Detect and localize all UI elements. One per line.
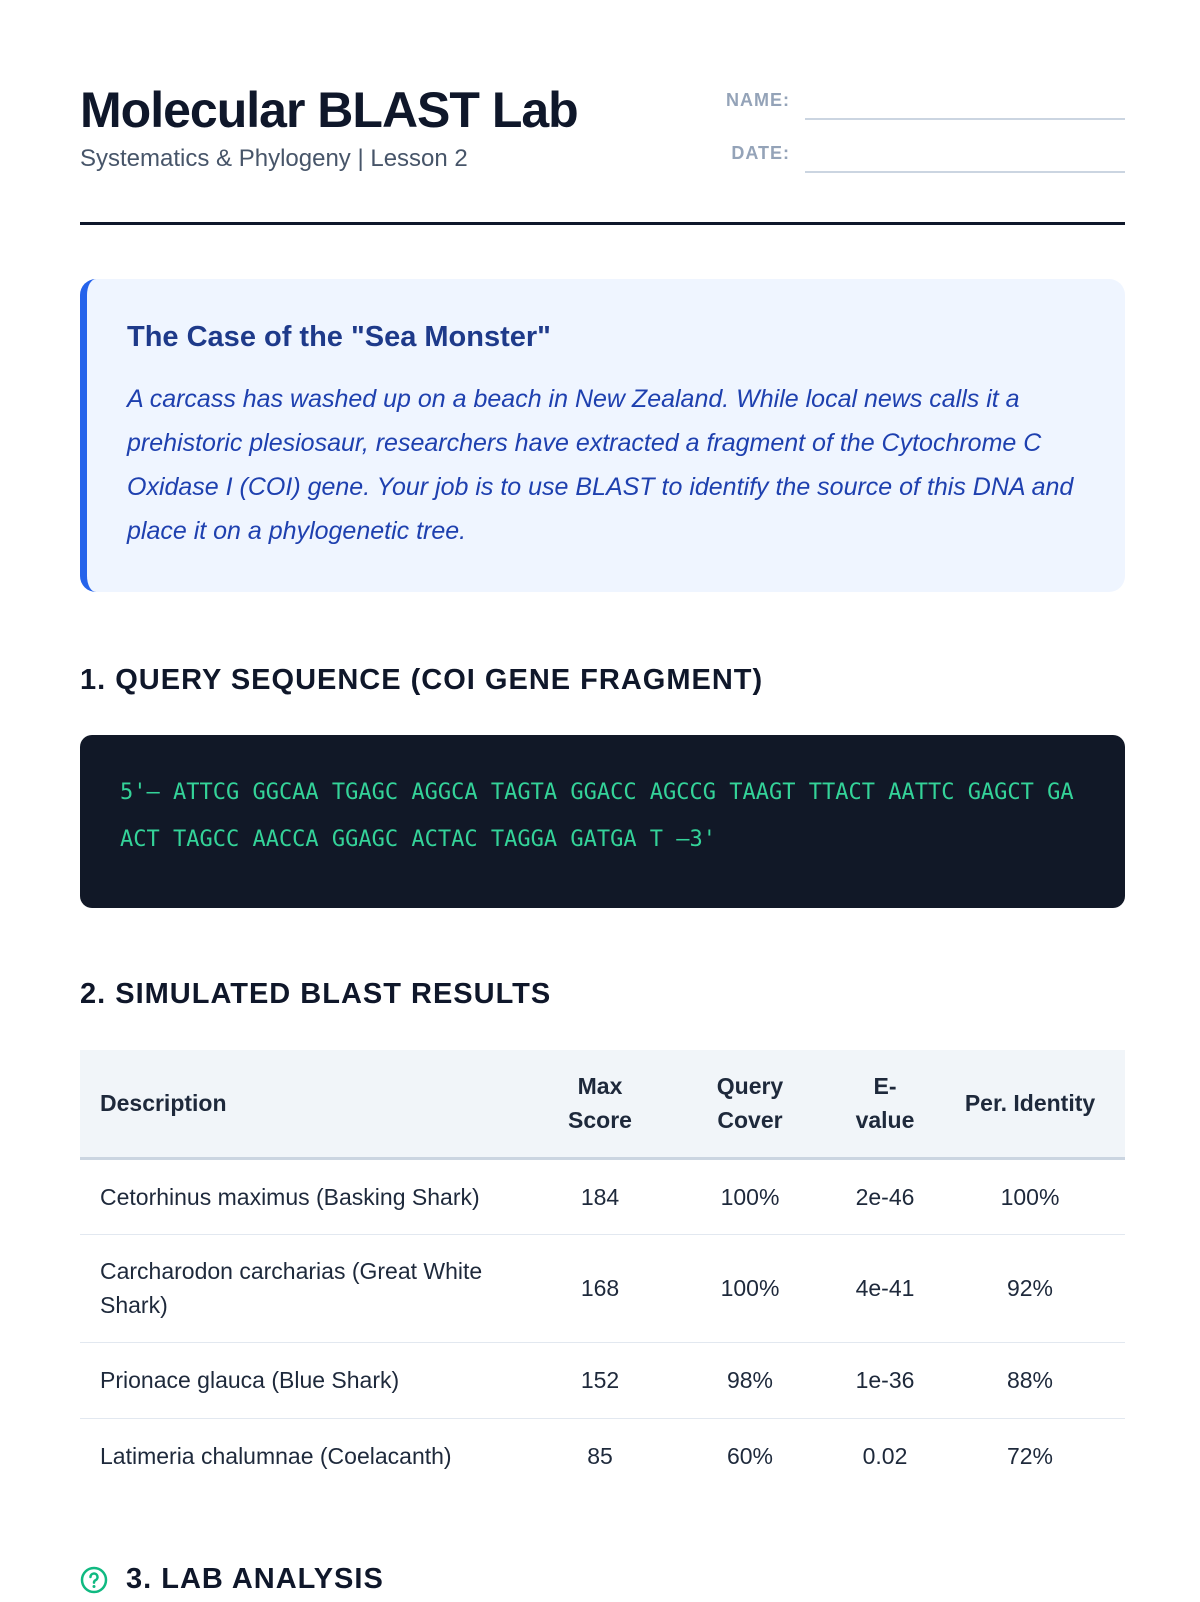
row-max-score: 168 <box>535 1234 665 1342</box>
date-field <box>720 141 1125 181</box>
table-row <box>80 1158 1125 1234</box>
case-callout <box>80 279 1125 592</box>
date-input-line[interactable] <box>805 171 1125 173</box>
blast-results-heading: 2. SIMULATED BLAST RESULTS <box>80 978 552 1010</box>
col-header-description: Description <box>80 1050 535 1158</box>
table-header-row <box>80 1050 1125 1158</box>
page-title: Molecular BLAST Lab <box>80 82 578 138</box>
col-header-e-value: E-value <box>835 1050 935 1158</box>
page-subtitle: Systematics & Phylogeny | Lesson 2 <box>80 145 468 172</box>
row-max-score: 152 <box>535 1342 665 1418</box>
blast-results-table <box>80 1050 1125 1494</box>
name-label: NAME: <box>726 90 790 110</box>
sequence-box <box>80 735 1125 908</box>
row-query-cover: 100% <box>665 1234 835 1342</box>
row-max-score: 184 <box>535 1158 665 1234</box>
row-identity: 88% <box>935 1342 1125 1418</box>
row-e-value: 0.02 <box>862 1443 908 1470</box>
row-e-value: 2e-46 <box>835 1158 935 1234</box>
query-sequence-heading: 1. QUERY SEQUENCE (COI GENE FRAGMENT) <box>80 664 764 696</box>
row-e-value: 4e-41 <box>835 1234 935 1342</box>
row-description: Cetorhinus maximus (Basking Shark) <box>80 1158 535 1234</box>
dna-sequence: 5'— ATTCG GGCAA TGAGC AGGCA TAGTA GGACC AGCCG TAAGT TTACT AATTC GAGCT GAACT TAGCC AACCA GGAGC ACTAC TAGGA GATGA T —3' <box>120 780 1074 852</box>
name-field <box>720 88 1125 128</box>
help-circle-icon <box>80 1566 108 1594</box>
table-row <box>80 1234 1125 1342</box>
row-query-cover: 60% <box>726 1443 774 1470</box>
worksheet-header <box>80 80 1125 225</box>
table-row <box>80 1342 1125 1418</box>
row-identity: 100% <box>935 1158 1125 1234</box>
table-row <box>80 1418 1125 1494</box>
col-header-max-score: Max Score <box>535 1050 665 1158</box>
row-query-cover: 98% <box>665 1342 835 1418</box>
case-title: The Case of the "Sea Monster" <box>127 321 551 353</box>
row-description: Prionace glauca (Blue Shark) <box>80 1342 535 1418</box>
col-header-identity: Per. Identity <box>935 1050 1125 1158</box>
lab-analysis-label: 3. LAB ANALYSIS <box>126 1563 384 1595</box>
date-label: DATE: <box>731 143 790 163</box>
row-e-value: 1e-36 <box>835 1342 935 1418</box>
col-header-query-cover: Query Cover <box>665 1050 835 1158</box>
row-identity: 92% <box>935 1234 1125 1342</box>
worksheet-page <box>80 0 1125 1600</box>
row-max-score: 85 <box>587 1443 613 1470</box>
lab-analysis-heading <box>80 1563 384 1596</box>
case-description: A carcass has washed up on a beach in New Zealand. While local news calls it a prehistoric plesiosaur, researchers have extracted a fragment of the Cytochrome C Oxidase I (COI) gene. Your job is to use BLAST to identify the source of this DNA and place it on a phylogenetic tree. <box>127 385 1074 545</box>
row-query-cover: 100% <box>665 1158 835 1234</box>
row-description: Latimeria chalumnae (Coelacanth) <box>100 1443 452 1470</box>
row-description: Carcharodon carcharias (Great White Shark) <box>80 1234 535 1342</box>
row-identity: 72% <box>1006 1443 1054 1470</box>
name-input-line[interactable] <box>805 118 1125 120</box>
